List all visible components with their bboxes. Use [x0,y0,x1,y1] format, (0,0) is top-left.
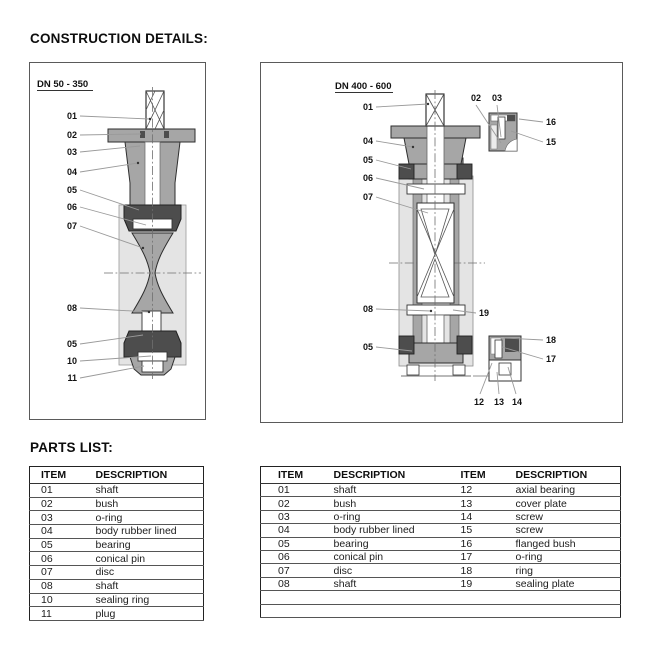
table-row [261,497,621,510]
item-number: 03 [278,510,290,523]
callout-17: 17 [546,354,557,364]
item-description: o-ring [515,551,543,564]
item-number: 01 [41,484,53,497]
item-description: sealing plate [515,577,575,590]
table-row [261,550,621,563]
bush-section [140,131,145,138]
item-description: shaft [95,580,119,593]
item-description: bush [333,497,357,510]
table-row [30,579,204,593]
diagram-panel-dn400-600 [260,62,623,423]
item-number: 18 [460,564,473,577]
item-number: 02 [278,497,290,510]
table-row [30,566,204,580]
table-row [30,552,204,566]
table-row [30,497,204,511]
bottom-cap [409,343,463,363]
column-header-description: DESCRIPTION [95,469,168,481]
range-label-dn400-600: DN 400 - 600 [335,81,392,92]
item-description: conical pin [333,551,384,564]
item-description [323,591,451,604]
callout-05: 05 [66,185,77,195]
item-description [506,604,621,617]
item-description: screw [515,510,543,523]
item-description: bearing [95,539,131,552]
column-header-item: ITEM [460,469,486,481]
callout-08: 08 [362,304,373,314]
table-row [30,511,204,525]
item-number: 05 [278,537,290,550]
item-description: sealing ring [95,593,150,606]
item-number: 15 [460,524,473,537]
table-row [30,484,204,498]
item-description: body rubber lined [333,524,415,537]
column-header-description: DESCRIPTION [333,469,406,481]
item-number: 16 [460,537,473,550]
parts-list-title: PARTS LIST: [30,440,113,455]
item-description: disc [333,564,353,577]
foot-left [407,365,419,375]
item-number: 08 [278,577,290,590]
item-description: plug [95,607,116,620]
item-number: 12 [460,484,473,497]
item-number [261,604,323,617]
item-number: 02 [41,498,53,511]
item-number: 19 [460,577,473,590]
conical-pin-ring [407,184,465,194]
item-number: 06 [41,552,53,565]
item-number: 04 [41,525,53,538]
table-row [261,604,621,617]
callout-04: 04 [362,136,373,146]
bottom-bearing-right [457,336,472,354]
table-header-row [30,467,204,484]
column-header-description: DESCRIPTION [515,469,588,481]
item-description [323,604,451,617]
item-description: shaft [333,484,357,497]
item-number: 11 [41,607,52,620]
range-label-dn50-350: DN 50 - 350 [37,79,89,90]
callout-12: 12 [473,397,485,407]
callout-05b: 05 [66,339,77,349]
diagram-panel-dn50-350 [29,62,206,420]
item-number: 14 [460,510,473,523]
table-row [261,537,621,550]
item-description: conical pin [95,552,146,565]
item-description: disc [95,566,115,579]
table-header-row [261,467,621,484]
item-number: 05 [41,539,53,552]
item-description: ring [515,564,534,577]
callout-13: 13 [493,397,505,407]
item-description: bearing [333,537,369,550]
item-number: 06 [278,551,290,564]
table-row [261,524,621,537]
item-number [451,604,506,617]
table-row [261,564,621,577]
item-number: 01 [278,484,290,497]
table-row [30,525,204,539]
column-header-item: ITEM [41,469,67,481]
callout-07: 07 [362,192,373,202]
parts-table-left [29,466,204,621]
foot-right [453,365,465,375]
callout-01: 01 [362,102,373,112]
callout-08: 08 [66,303,77,313]
item-number: 07 [41,566,53,579]
item-description: cover plate [515,497,567,510]
item-number [451,591,506,604]
callout-18: 18 [546,335,557,345]
item-description: o-ring [95,511,123,524]
callout-02: 02 [470,93,482,103]
callout-04: 04 [66,167,77,177]
table-row [261,484,621,497]
table-row [30,538,204,552]
callout-15: 15 [546,137,557,147]
callout-06: 06 [66,202,77,212]
callout-02: 02 [66,130,77,140]
item-number: 08 [41,580,53,593]
callout-14: 14 [511,397,523,407]
callout-06: 06 [362,173,373,183]
item-description: shaft [95,484,119,497]
item-description: screw [515,524,543,537]
item-description: body rubber lined [95,525,177,538]
o-ring-section [164,131,169,138]
callout-03: 03 [66,147,77,157]
callout-05b: 05 [362,342,373,352]
callout-03: 03 [491,93,503,103]
item-description: axial bearing [515,484,576,497]
column-header-item: ITEM [278,469,304,481]
item-description [506,591,621,604]
table-row [261,510,621,523]
callout-19: 19 [479,308,490,318]
callout-10: 10 [66,356,77,366]
table-row [30,593,204,607]
callout-11: 11 [67,373,77,383]
item-number: 17 [460,551,473,564]
valve-drawing-dn400-600 [261,63,622,422]
callout-01: 01 [66,111,77,121]
item-number: 03 [41,511,53,524]
top-bearing-right [457,164,472,179]
item-description: o-ring [333,510,361,523]
table-row [261,591,621,604]
top-flange [108,129,195,142]
callout-16: 16 [546,117,557,127]
item-description: shaft [333,577,357,590]
item-description: flanged bush [515,537,576,550]
item-number: 04 [278,524,290,537]
callout-labels [67,111,77,383]
valve-drawing-dn50-350 [30,63,205,419]
item-description: bush [95,498,119,511]
table-row [261,577,621,590]
item-number: 13 [460,497,473,510]
item-number: 10 [41,593,53,606]
callout-05: 05 [362,155,373,165]
item-number [261,591,323,604]
construction-details-title: CONSTRUCTION DETAILS: [30,31,208,46]
item-number: 07 [278,564,290,577]
table-row [30,607,204,621]
callout-07: 07 [66,221,77,231]
parts-table-right [260,466,621,618]
